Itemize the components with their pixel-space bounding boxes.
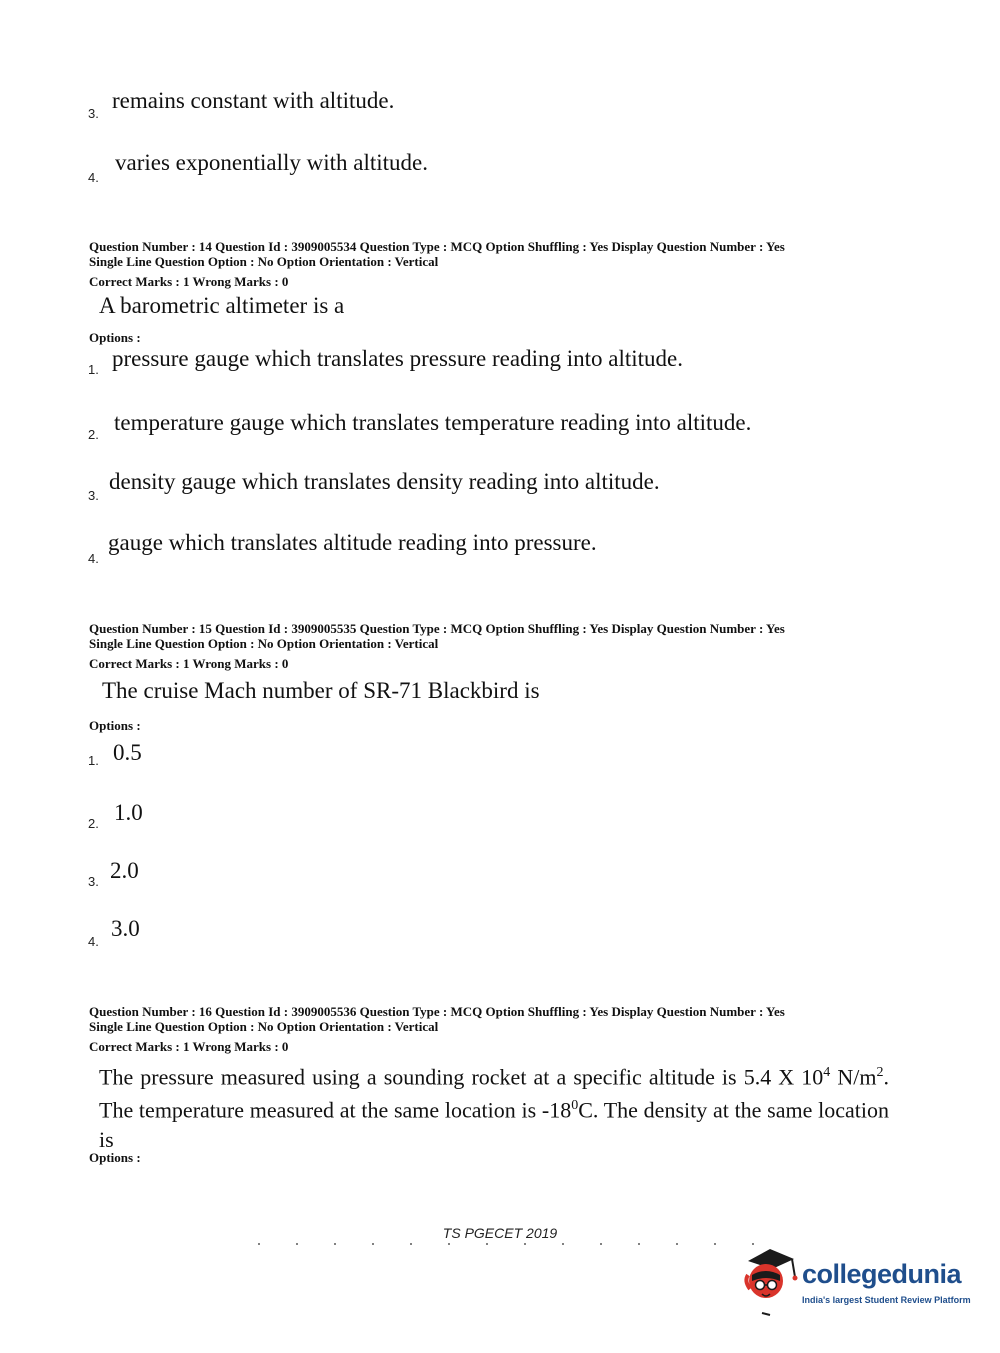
logo-wordmark: collegedunia [802,1259,962,1289]
footer-exam-title: TS PGECET 2019 [442,1225,558,1241]
option-text: 0.5 [113,740,142,765]
option-number: 2. [88,816,99,831]
option-text: 2.0 [110,858,139,883]
option-number: 1. [88,753,99,768]
option-text: density gauge which translates density reading into altitude. [109,469,660,494]
option-number: 4. [88,170,99,185]
q16-exponent: 4 [823,1065,831,1080]
q16-meta [89,1004,785,1034]
q15-question: The cruise Mach number of SR-71 Blackbird is [102,678,540,703]
q16-exponent: 2 [876,1065,884,1080]
q16-question-text: N/m [830,1064,877,1090]
option-text: gauge which translates altitude reading into pressure. [108,530,597,555]
option-text: pressure gauge which translates pressure reading into altitude. [112,346,683,371]
option-text: 1.0 [114,800,143,825]
q15-meta-line1: Question Number : 15 Question Id : 3909005535 Question Type : MCQ Option Shuffling : Yes Display Question Number : Yes [89,621,785,636]
option-text: remains constant with altitude. [112,88,395,113]
option-text: temperature gauge which translates temperature reading into altitude. [114,410,752,435]
q14-options-label: Options : [89,330,141,345]
option-number: 4. [88,551,99,566]
option-number: 4. [88,934,99,949]
option-number: 3. [88,488,99,503]
footer-divider [240,1243,760,1245]
q16-question-text: The pressure measured using a sounding rocket at a specific altitude is 5.4 X 10 [99,1064,824,1090]
option-text: 3.0 [111,916,140,941]
q16-question-text: . The temperature measured at the same location is -18 [99,1064,889,1123]
option-number: 3. [88,874,99,889]
q16-question-text: C. The density at the same location is [99,1097,889,1152]
q14-marks: Correct Marks : 1 Wrong Marks : 0 [89,274,289,289]
q16-degree: 0 [571,1098,579,1114]
mascot-icon [740,1247,800,1322]
collegedunia-logo [740,1247,970,1322]
q15-marks: Correct Marks : 1 Wrong Marks : 0 [89,656,289,671]
q15-meta-line2: Single Line Question Option : No Option Orientation : Vertical [89,636,439,651]
q14-question: A barometric altimeter is a [99,293,345,318]
option-number: 2. [88,427,99,442]
option-text: varies exponentially with altitude. [115,150,428,175]
q16-meta-line2: Single Line Question Option : No Option Orientation : Vertical [89,1019,439,1034]
logo-tagline: India's largest Student Review Platform [802,1295,971,1305]
q14-meta [89,239,785,269]
q14-meta-line1: Question Number : 14 Question Id : 3909005534 Question Type : MCQ Option Shuffling : Yes Display Question Number : Yes [89,239,785,254]
q16-marks: Correct Marks : 1 Wrong Marks : 0 [89,1039,289,1054]
option-number: 1. [88,362,99,377]
q15-meta [89,621,785,651]
q16-meta-line1: Question Number : 16 Question Id : 3909005536 Question Type : MCQ Option Shuffling : Yes Display Question Number : Yes [89,1004,785,1019]
q14-meta-line2: Single Line Question Option : No Option Orientation : Vertical [89,254,439,269]
q15-options-label: Options : [89,718,141,733]
q16-question [99,1058,889,1154]
q16-options-label: Options : [89,1150,141,1165]
option-number: 3. [88,106,99,121]
